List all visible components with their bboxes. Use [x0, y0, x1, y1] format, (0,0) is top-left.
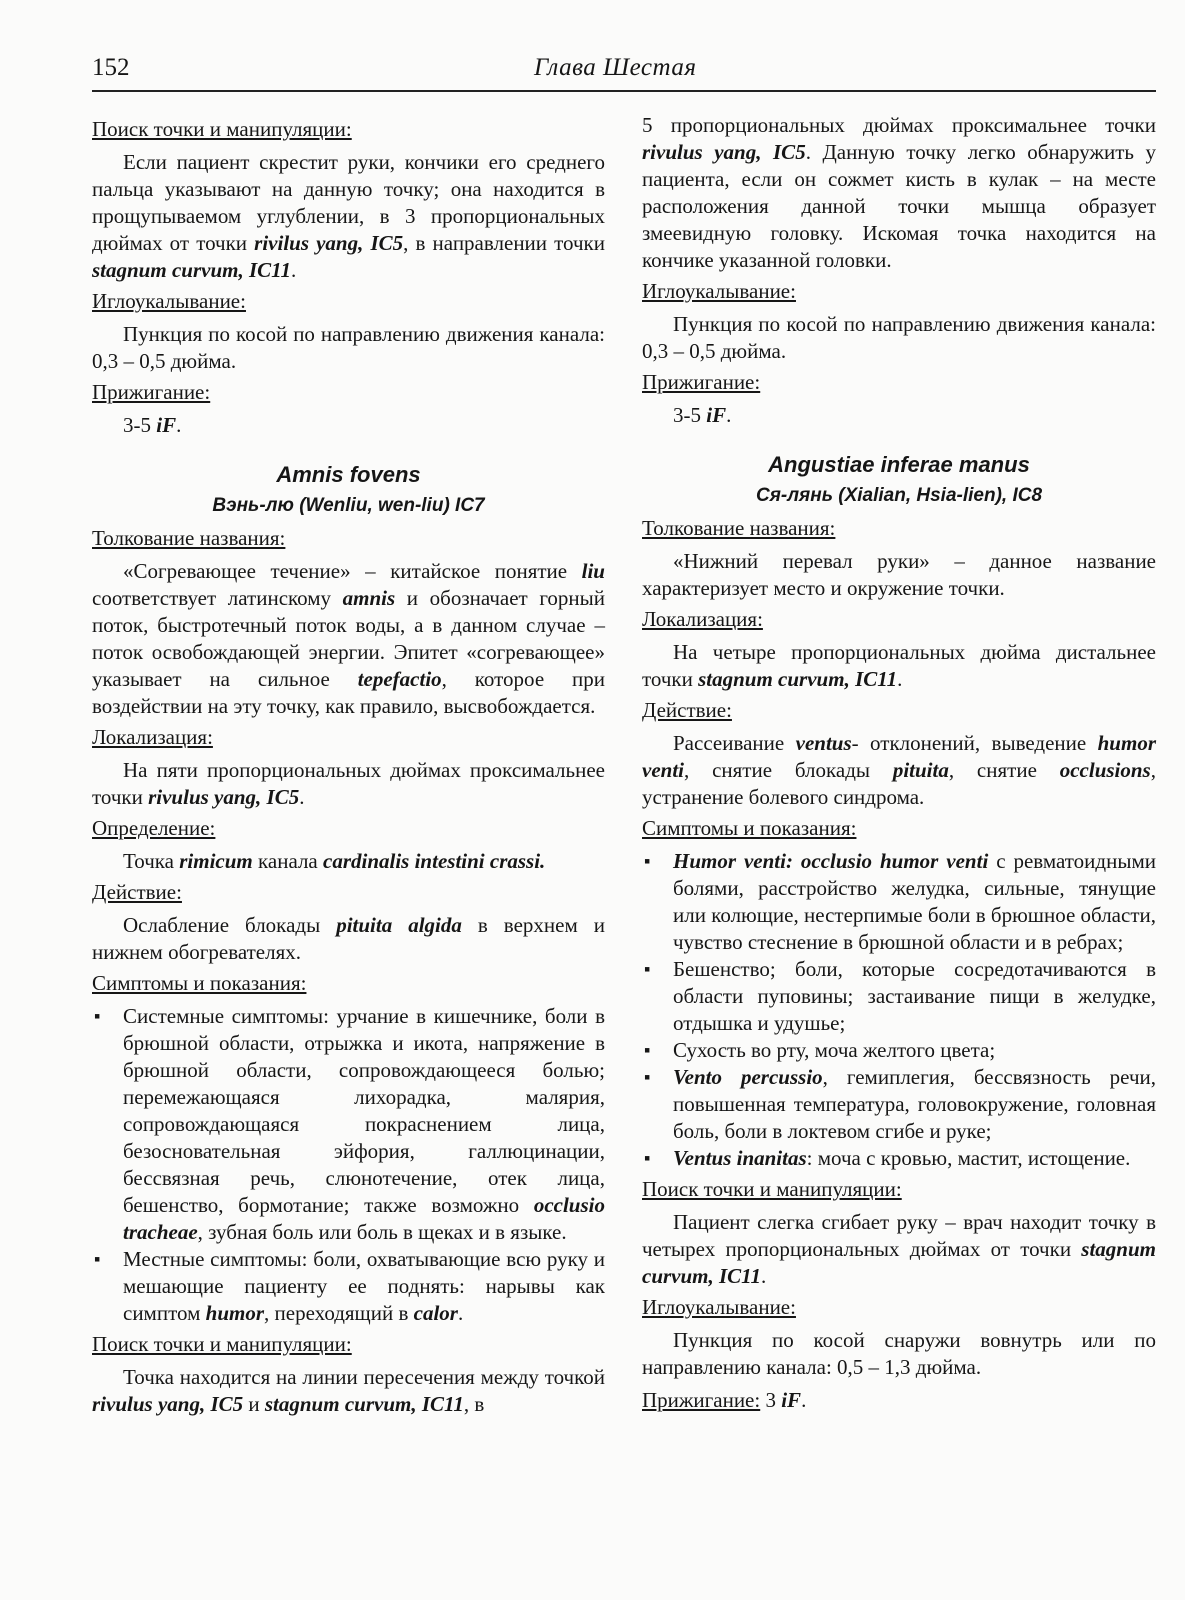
section-heading: Действие:: [92, 880, 182, 904]
moxibustion-dose: [92, 412, 605, 439]
term: rivulus yang, IC5: [92, 1392, 244, 1416]
term: pituita: [892, 758, 949, 782]
term: rivilus yang, IC5: [254, 231, 404, 255]
text: 3: [760, 1388, 782, 1412]
text: в верхнем и нижнем обогревателях.: [92, 913, 605, 964]
section-heading: Иглоукалывание:: [642, 1295, 796, 1319]
symptom-list: [642, 848, 1156, 1172]
paragraph: «Нижний перевал руки» – данное название характеризует место и окружение точки.: [642, 549, 1156, 600]
moxibustion-dose: [642, 402, 1156, 429]
text: На четыре пропорциональных дюйма дистальнее точки: [642, 640, 1156, 691]
point-subtitle: Вэнь-лю (Wenliu, wen-liu) IC7: [212, 495, 485, 516]
term: iF: [781, 1388, 802, 1412]
paragraph: [92, 558, 605, 720]
paragraph: [92, 1364, 605, 1418]
section-heading: Толкование названия:: [92, 526, 286, 550]
list-item: [642, 1145, 1156, 1172]
list-item: [642, 956, 1156, 1037]
text: и: [243, 1392, 265, 1416]
text: «Согревающее течение» – китайское понятие: [123, 559, 582, 583]
list-item: [642, 1064, 1156, 1145]
term: calor: [413, 1301, 458, 1325]
text: .: [457, 1301, 464, 1325]
text: Бешенство; боли, которые сосредотачиваются в области пуповины; застаивание пищи в желудке, отдышка и удушье;: [673, 957, 1156, 1035]
text: : моча с кровью, мастит, истощение.: [806, 1146, 1131, 1170]
text: .: [897, 667, 903, 691]
section-heading: Локализация:: [92, 725, 213, 749]
text: и обозначает горный поток, быстротечный поток воды, а в данном случае – поток освобождающей энергии. Эпитет «согревающее» указывает на сильное: [92, 586, 605, 691]
text: , которое при воздействии на эту точку, как правило, высвобождается.: [92, 667, 605, 718]
text: .: [761, 1264, 767, 1288]
term: iF: [706, 403, 727, 427]
text: .: [726, 403, 732, 427]
section-heading: Определение:: [92, 816, 216, 840]
text: , снятие блокады: [684, 758, 893, 782]
paragraph: [92, 848, 605, 875]
term: stagnum curvum, IC11: [264, 1392, 464, 1416]
list-item: [92, 1003, 605, 1246]
text: Ослабление блокады: [123, 913, 337, 937]
paragraph: [642, 112, 1156, 274]
term: Vento percussio: [673, 1065, 823, 1089]
left-column: [92, 112, 605, 1422]
text: канала: [252, 849, 323, 873]
text: , переходящий в: [264, 1301, 414, 1325]
list-item: [642, 848, 1156, 956]
section-heading: Толкование названия:: [642, 516, 836, 540]
paragraph: [642, 1209, 1156, 1290]
text: Местные симптомы: боли, охватывающие всю руку и мешающие пациенту ее поднять: нарывы как симптом: [123, 1247, 605, 1325]
text: Системные симптомы: урчание в кишечнике, боли в брюшной области, отрыжка и икота, напряжение в брюшной области, сопровождающееся болью; перемежающаяся лихорадка, малярия, сопровождающаяся покраснением лица, безосновательная эйфория, галлюцинации, бессвязная речь, слюнотечение, отек лица, бешенство, бормотание; также возможно: [123, 1004, 605, 1217]
text: , в: [463, 1392, 485, 1416]
text: .: [801, 1388, 807, 1412]
term: humor: [205, 1301, 265, 1325]
term: rimicum: [179, 849, 253, 873]
text: .: [299, 785, 305, 809]
section-heading: Прижигание:: [642, 1388, 761, 1412]
term: pituita algida: [336, 913, 462, 937]
page-number: 152: [92, 54, 130, 81]
text: . Данную точку легко обнаружить у пациента, если он сожмет кисть в кулак – на месте расположения данной точки мышца образует змеевидную головку. Искомая точка находится на кончике указанной головки.: [642, 140, 1156, 272]
section-heading: Прижигание:: [92, 380, 211, 404]
text: , гемиплегия, бессвязность речи, повышенная температура, головокружение, головная боль, боли в локтевом сгибе и руке;: [673, 1065, 1157, 1143]
term: stagnum curvum, IC11: [92, 258, 291, 282]
term: tepefactio: [357, 667, 442, 691]
term: rivulus yang, IC5: [642, 140, 806, 164]
section-heading: Локализация:: [642, 607, 763, 631]
text: 3-5: [673, 403, 707, 427]
text: Рассеивание: [673, 731, 796, 755]
text: с ревматоидными болями, расстройство желудка, сильные, тянущие или колющие, нестерпимые боли в брюшное области, чувство стеснение в брюшной области и в ребрах;: [673, 849, 1156, 954]
term: occlusions: [1059, 758, 1151, 782]
paragraph: Пункция по косой по направлению движения канала: 0,3 – 0,5 дюйма.: [92, 322, 605, 373]
text: соответствует латинскому: [92, 586, 343, 610]
section-heading: Прижигание:: [642, 370, 761, 394]
text: .: [176, 413, 182, 437]
paragraph: [92, 149, 605, 284]
point-subtitle: Ся-лянь (Xialian, Hsia-lien), IC8: [755, 485, 1043, 506]
text: .: [290, 258, 297, 282]
term: amnis: [342, 586, 396, 610]
term: ventus: [795, 731, 852, 755]
section-heading: Иглоукалывание:: [92, 289, 246, 313]
moxibustion-line: [642, 1387, 1156, 1414]
symptom-list: [92, 1003, 605, 1327]
text: Пациент слегка сгибает руку – врач находит точку в четырех пропорциональных дюймах от точки: [642, 1210, 1156, 1261]
right-column: [642, 112, 1156, 1414]
paragraph: [642, 730, 1156, 811]
point-title: Amnis fovens: [276, 462, 421, 487]
term: stagnum curvum, IC11: [642, 1237, 1156, 1288]
section-heading: Иглоукалывание:: [642, 279, 796, 303]
page-header: [92, 54, 1156, 92]
text: , устранение болевого синдрома.: [642, 758, 1156, 809]
paragraph: [642, 639, 1156, 693]
section-heading: Действие:: [642, 698, 732, 722]
term: Ventus inanitas: [673, 1146, 807, 1170]
text: - отклонений, выведение: [851, 731, 1098, 755]
term: cardinalis intestini crassi.: [323, 849, 546, 873]
text: , зубная боль или боль в щеках и в языке.: [197, 1220, 567, 1244]
paragraph: [92, 912, 605, 966]
section-heading: Симптомы и показания:: [92, 971, 307, 995]
paragraph: [92, 757, 605, 811]
list-item: [642, 1037, 1156, 1064]
section-heading: Симптомы и показания:: [642, 816, 857, 840]
term: rivulus yang, IC5: [148, 785, 300, 809]
term: Humor venti: occlusio humor venti: [673, 849, 989, 873]
text: , снятие: [948, 758, 1060, 782]
text: , в направлении точки: [403, 231, 605, 255]
text: 3-5: [123, 413, 157, 437]
point-title: Angustiae inferae manus: [768, 452, 1030, 477]
section-heading: Поиск точки и манипуляции:: [92, 117, 352, 141]
section-heading: Поиск точки и манипуляции:: [92, 1332, 352, 1356]
text: Точка: [123, 849, 180, 873]
paragraph: Пункция по косой снаружи вовнутрь или по направлению канала: 0,5 – 1,3 дюйма.: [642, 1328, 1156, 1379]
text: Точка находится на линии пересечения между точкой: [123, 1365, 605, 1389]
text: Если пациент скрестит руки, кончики его среднего пальца указывают на данную точку; она находится в прощупываемом углублении, в 3 пропорциональных дюймах от точки: [92, 150, 605, 255]
paragraph: Пункция по косой по направлению движения канала: 0,3 – 0,5 дюйма.: [642, 312, 1156, 363]
list-item: [92, 1246, 605, 1327]
text: На пяти пропорциональных дюймах проксимальнее точки: [92, 758, 605, 809]
term: iF: [156, 413, 177, 437]
term: humor venti: [642, 731, 1156, 782]
term: liu: [581, 559, 605, 583]
term: occlusio tracheae: [123, 1193, 605, 1244]
text: Сухость во рту, моча желтого цвета;: [673, 1038, 996, 1062]
text: 5 пропорциональных дюймах проксимальнее точки: [642, 113, 1156, 137]
term: stagnum curvum, IC11: [698, 667, 898, 691]
chapter-title: Глава Шестая: [534, 54, 697, 81]
section-heading: Поиск точки и манипуляции:: [642, 1177, 902, 1201]
